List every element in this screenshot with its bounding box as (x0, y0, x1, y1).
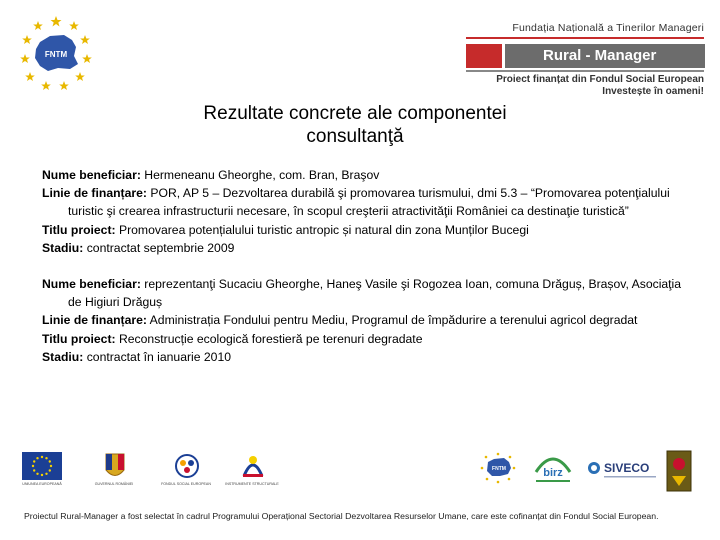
logo-caption: INSTRUMENTE STRUCTURALE (225, 482, 279, 486)
title-line-2: consultanţă (306, 126, 404, 147)
project-funding-text: Proiect finanțat din Fondul Social European (496, 74, 704, 85)
header-brand (466, 22, 704, 39)
slide-content (42, 166, 682, 366)
spacer (42, 257, 682, 275)
slide-title (120, 102, 590, 148)
finantare-line (42, 184, 682, 220)
romania-government-logo (94, 452, 134, 487)
logo-caption: GUVERNUL ROMÂNIEI (94, 482, 134, 486)
foundation-name: Fundația Națională a Tinerilor Manageri (512, 22, 704, 34)
stadiu-label: Stadiu: (42, 349, 84, 364)
titlu-line (42, 221, 682, 239)
titlu-label: Titlu proiect: (42, 222, 116, 237)
titlu-label: Titlu proiect: (42, 331, 116, 346)
fse-logo (161, 452, 211, 487)
title-line-1: Rezultate concrete ale componentei (203, 103, 507, 124)
fntm-small-logo (480, 452, 516, 489)
romania-map-stars-logo (20, 14, 92, 90)
stadiu-value: contractat în ianuarie 2010 (83, 349, 232, 364)
fntm-logo (20, 14, 92, 90)
logo-caption: FONDUL SOCIAL EUROPEAN (161, 482, 211, 486)
logo-caption: UNIUNEA EUROPEANĂ (22, 482, 62, 486)
stadiu-line (42, 348, 682, 366)
svg-text:birz: birz (543, 467, 563, 479)
birz-logo (532, 452, 574, 491)
beneficiary-entry (42, 166, 682, 257)
finantare-label: Linie de finanțare: (42, 313, 147, 328)
titlu-value: Promovarea potențialului turistic antropic și natural din zona Munților Bucegi (115, 222, 529, 237)
divider (466, 70, 704, 72)
project-slogan: Investește în oameni! (602, 86, 704, 97)
beneficiar-label: Nume beneficiar: (42, 168, 141, 182)
partner-crest-logo (666, 450, 692, 497)
siveco-logo (586, 460, 660, 489)
finantare-value: Administrația Fondului pentru Mediu, Programul de împădurire a terenului agricol degradat (146, 313, 638, 328)
svg-text:SIVECO: SIVECO (604, 461, 650, 475)
eu-flag-logo (22, 452, 62, 485)
rural-manager-banner: Rural - Manager (505, 44, 705, 68)
stadiu-label: Stadiu: (42, 240, 84, 255)
svg-text:FNTM: FNTM (492, 466, 506, 472)
beneficiar-label: Nume beneficiar: (42, 277, 141, 292)
footer-note: Proiectul Rural-Manager a fost selectat în cadrul Programului Operațional Sectorial Dezvoltarea Resurselor Umane, care este cofinanțat din Fondul Social European. (24, 511, 659, 521)
stadiu-value: contractat septembrie 2009 (83, 240, 235, 255)
titlu-value: Reconstrucție ecologică forestieră pe terenuri degradate (115, 331, 423, 346)
finantare-label: Linie de finanțare: (42, 186, 147, 201)
svg-text:FNTM: FNTM (44, 50, 68, 59)
beneficiar-value: Hermeneanu Gheorghe, com. Bran, Braşov (140, 168, 380, 182)
titlu-line (42, 330, 682, 348)
divider (466, 37, 704, 39)
beneficiar-line (42, 166, 682, 184)
stadiu-line (42, 239, 682, 257)
beneficiar-line (42, 275, 682, 311)
finantare-line (42, 311, 682, 329)
finantare-value: POR, AP 5 – Dezvoltarea durabilă şi promovarea turismului, dmi 5.3 – “Promovarea potenţialului turistic şi crearea infrastructurii necesare, în scopul creşterii atractivităţii României ca destinaţie turistică” (68, 186, 670, 219)
partner-logos (20, 452, 700, 500)
beneficiary-entry (42, 275, 682, 366)
beneficiar-value: reprezentanţi Sucaciu Gheorghe, Haneş Vasile şi Rogozea Ioan, comuna Drăguș, Brașov, Asociaţia de Higiuri Drăguș (68, 277, 682, 310)
banner-accent (466, 44, 502, 68)
instrumente-structurale-logo (225, 452, 279, 487)
